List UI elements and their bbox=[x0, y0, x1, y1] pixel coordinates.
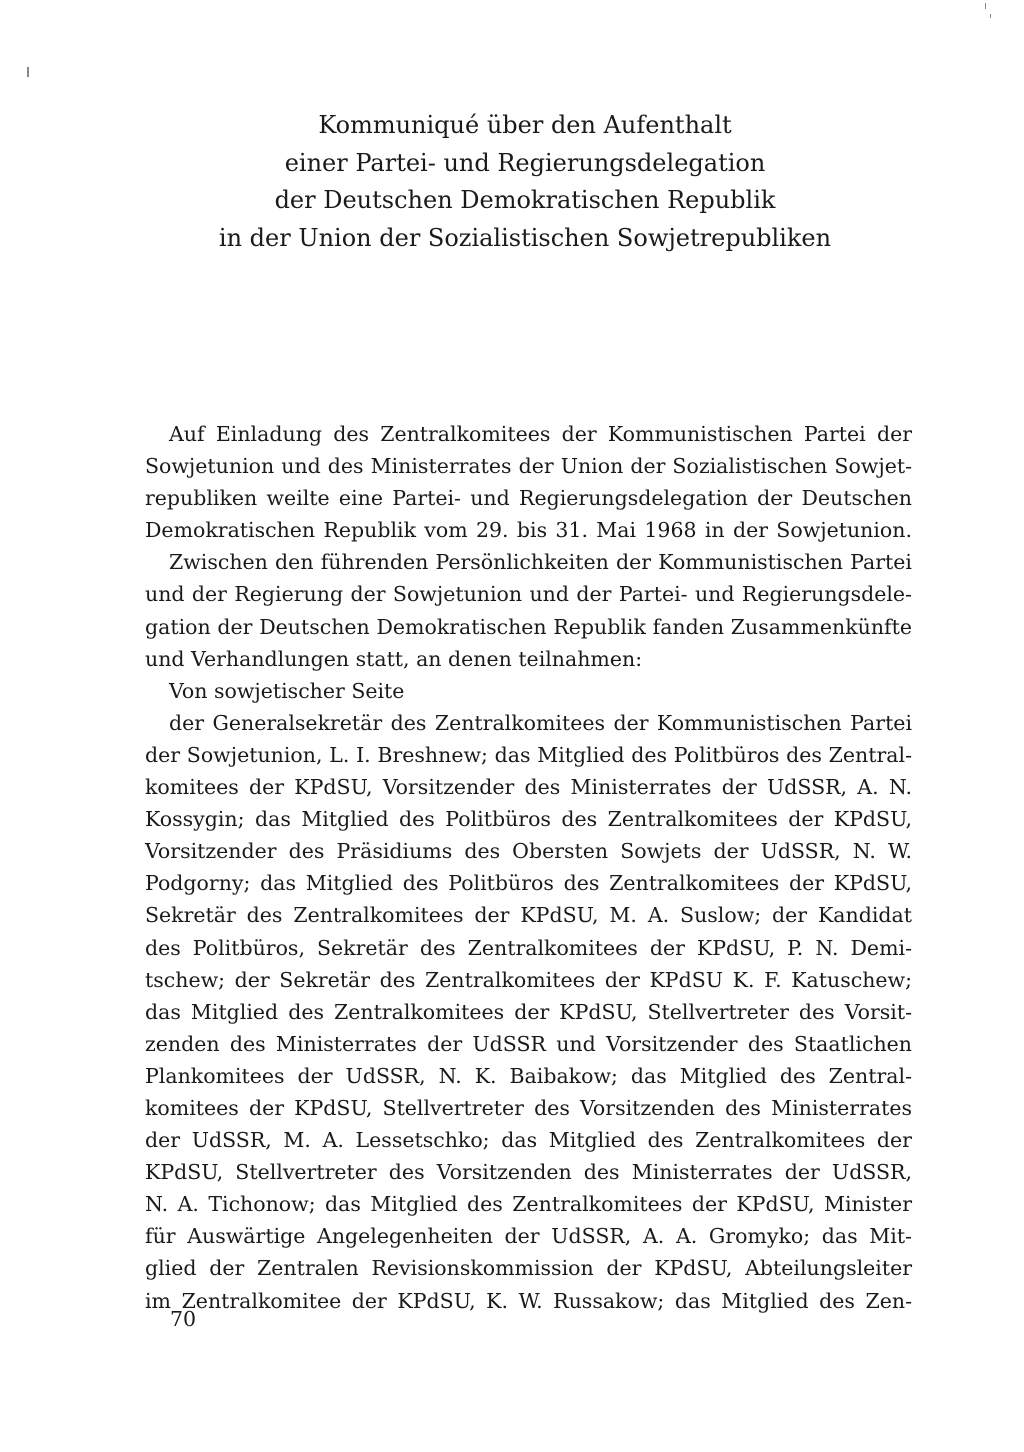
title-line: in der Union der Sozialistischen Sowjetrepubliken bbox=[218, 223, 832, 252]
text-line: tschew; der Sekretär des Zentralkomitees der KPdSU K. F. Katuschew; bbox=[145, 967, 912, 992]
text-line: gation der Deutschen Demokratischen Republik fanden Zusammenkünfte bbox=[145, 614, 912, 639]
text-line: das Mitglied des Zentralkomitees der KPdSU, Stellvertreter des Vorsit- bbox=[145, 999, 912, 1024]
text-line: und der Regierung der Sowjetunion und der Partei- und Regierungsdele- bbox=[145, 582, 912, 607]
text-line: KPdSU, Stellvertreter des Vorsitzenden des Ministerrates der UdSSR, bbox=[145, 1160, 912, 1185]
scan-speck bbox=[985, 3, 986, 9]
text-line: N. A. Tichonow; das Mitglied des Zentralkomitees der KPdSU, Minister bbox=[145, 1192, 912, 1217]
text-line: zenden des Ministerrates der UdSSR und Vorsitzender des Staatlichen bbox=[145, 1031, 912, 1056]
text-line: komitees der KPdSU, Vorsitzender des Ministerrates der UdSSR, A. N. bbox=[145, 775, 912, 800]
text-line: der Sowjetunion, L. I. Breshnew; das Mitglied des Politbüros des Zentral- bbox=[145, 742, 912, 767]
text-line: Kossygin; das Mitglied des Politbüros des Zentralkomitees der KPdSU, bbox=[145, 807, 912, 832]
text-line: komitees der KPdSU, Stellvertreter des Vorsitzenden des Ministerrates bbox=[145, 1095, 912, 1120]
text-line: republiken weilte eine Partei- und Regierungsdelegation der Deutschen bbox=[145, 486, 912, 511]
text-line: des Politbüros, Sekretär des Zentralkomitees der KPdSU, P. N. Demi- bbox=[145, 935, 912, 960]
page-number: 70 bbox=[170, 1307, 197, 1331]
text-line: Demokratischen Republik vom 29. bis 31. Mai 1968 in der Sowjetunion. bbox=[145, 518, 912, 543]
text-line: Sowjetunion und des Ministerrates der Union der Sozialistischen Sowjet- bbox=[145, 454, 912, 479]
title-line: einer Partei- und Regierungsdelegation bbox=[284, 148, 766, 177]
scan-speck bbox=[990, 14, 991, 18]
title-line: der Deutschen Demokratischen Republik bbox=[274, 186, 776, 214]
title-line: Kommuniqué über den Aufenthalt bbox=[318, 111, 732, 139]
text-line: für Auswärtige Angelegenheiten der UdSSR, A. A. Gromyko; das Mit- bbox=[145, 1224, 912, 1249]
text-line: der Generalsekretär des Zentralkomitees der Kommunistischen Partei bbox=[169, 710, 912, 735]
section-label: Von sowjetischer Seite bbox=[169, 678, 405, 703]
text-line: im Zentralkomitee der KPdSU, K. W. Russakow; das Mitglied des Zen- bbox=[145, 1288, 912, 1313]
text-line: und Verhandlungen statt, an denen teilnahmen: bbox=[145, 646, 643, 671]
scan-speck bbox=[27, 67, 29, 77]
text-line: Zwischen den führenden Persönlichkeiten der Kommunistischen Partei bbox=[169, 550, 912, 575]
document-title bbox=[200, 107, 850, 257]
text-line: Sekretär des Zentralkomitees der KPdSU, M. A. Suslow; der Kandidat bbox=[145, 903, 912, 928]
text-line: Plankomitees der UdSSR, N. K. Baibakow; das Mitglied des Zentral- bbox=[145, 1063, 912, 1088]
text-line: Auf Einladung des Zentralkomitees der Kommunistischen Partei der bbox=[169, 422, 912, 446]
text-line: Vorsitzender des Präsidiums des Obersten Sowjets der UdSSR, N. W. bbox=[145, 839, 912, 864]
text-line: der UdSSR, M. A. Lessetschko; das Mitglied des Zentralkomitees der bbox=[145, 1128, 912, 1153]
body-text bbox=[145, 418, 912, 1317]
text-line: Podgorny; das Mitglied des Politbüros des Zentralkomitees der KPdSU, bbox=[145, 871, 912, 896]
text-line: glied der Zentralen Revisionskommission der KPdSU, Abteilungsleiter bbox=[145, 1256, 912, 1281]
